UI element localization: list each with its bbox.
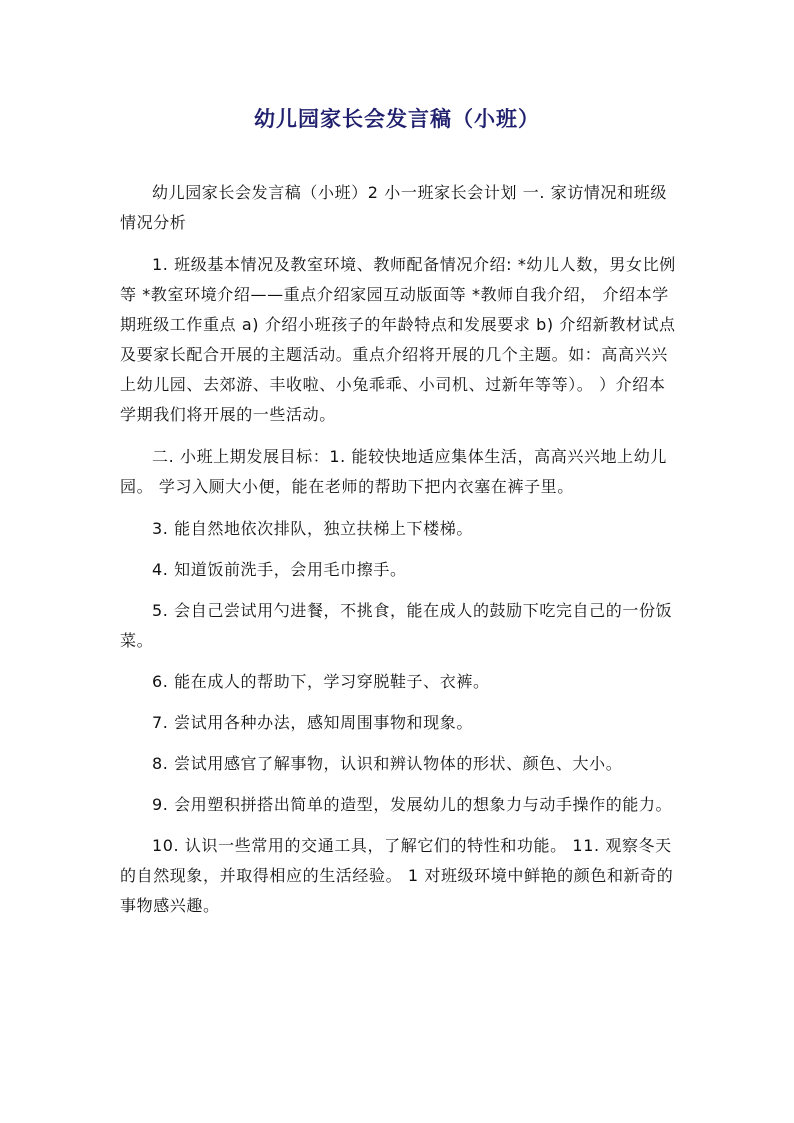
- document-title: 幼儿园家长会发言稿（小班）: [254, 106, 540, 131]
- goal-item-9: 9. 会用塑积拼搭出简单的造型，发展幼儿的想象力与动手操作的能力。: [152, 795, 673, 814]
- goal-item-6: 6. 能在成人的帮助下，学习穿脱鞋子、衣裤。: [152, 672, 490, 691]
- goal-item-10-11: 10. 认识一些常用的交通工具，了解它们的特性和功能。 11. 观察冬天的自然现象，并取得相应的生活经验。 1 对班级环境中鲜艳的颜色和新奇的事物感兴趣。: [120, 836, 674, 915]
- goal-item-3: 3. 能自然地依次排队，独立扶梯上下楼梯。: [152, 519, 473, 538]
- paragraph-development-goals: 二. 小班上期发展目标：1. 能较快地适应集体生活，高高兴兴地上幼儿园。 学习入厕大小便，能在老师的帮助下把内衣塞在裤子里。: [120, 447, 667, 496]
- goal-item-8: 8. 尝试用感官了解事物，认识和辨认物体的形状、颜色、大小。: [152, 754, 623, 773]
- paragraph-class-overview: 1. 班级基本情况及教室环境、教师配备情况介绍: *幼儿人数，男女比例等 *教室环境介绍——重点介绍家园互动版面等 *教师自我介绍， 介绍本学期班级工作重点 a) 介绍小班孩子的年龄特点和发展要求 b) 介绍新教材试点及要家长配合开展的主题活动。重点介绍将开展的几个主题。如：高高兴兴上幼儿园、去郊游、丰收啦、小兔乖乖、小司机、过新年等等）。 ）介绍本学期我们将开展的一些活动。: [120, 255, 676, 424]
- document-body: [120, 178, 680, 932]
- goal-item-7: 7. 尝试用各种办法，感知周围事物和现象。: [152, 713, 473, 732]
- goal-item-4: 4. 知道饭前洗手，会用毛巾擦手。: [152, 560, 407, 579]
- paragraph-intro: 幼儿园家长会发言稿（小班）2 小一班家长会计划 一. 家访情况和班级情况分析: [120, 183, 667, 232]
- goal-item-5: 5. 会自己尝试用勺进餐，不挑食，能在成人的鼓励下吃完自己的一份饭菜。: [120, 601, 673, 650]
